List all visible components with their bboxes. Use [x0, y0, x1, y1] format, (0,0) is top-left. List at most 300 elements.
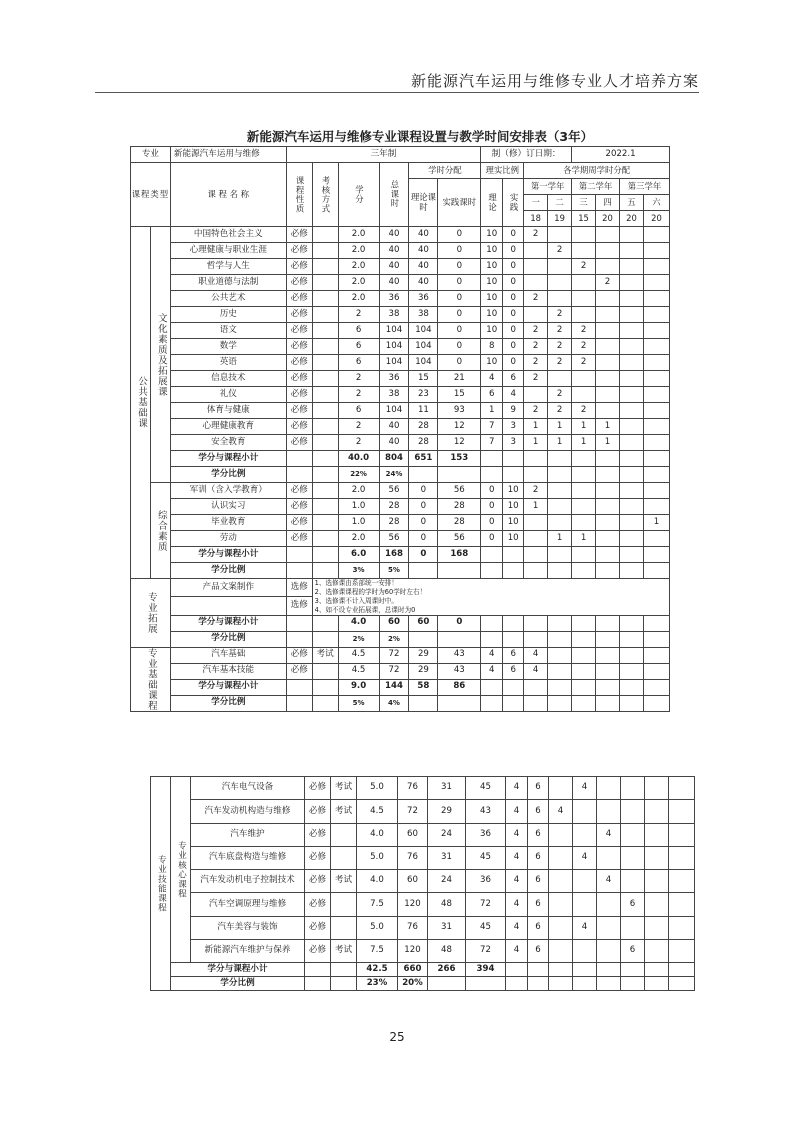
empty-cell: [572, 467, 596, 483]
course-t5: [645, 916, 669, 939]
subtotal-theory: [428, 977, 466, 991]
course-t1: 4: [524, 663, 548, 679]
course-rp: 0: [503, 323, 524, 339]
course-name: 英语: [170, 355, 286, 371]
subtotal-credit: 5%: [338, 695, 379, 711]
subtotal-theory: 0: [409, 547, 438, 563]
course-name: 毕业教育: [170, 515, 286, 531]
course-name: 汽车维护: [191, 823, 305, 846]
course-name: 汽车发动机电子控制技术: [191, 870, 305, 893]
course-t3: [572, 275, 596, 291]
duration: 三年制: [286, 147, 481, 163]
course-t4: [621, 823, 645, 846]
course-t2: [573, 823, 597, 846]
course-t4: [596, 323, 620, 339]
course-t5: [619, 387, 643, 403]
course-assess: [312, 275, 338, 291]
course-nature: 必修: [305, 870, 331, 893]
subtotal-theory: 651: [409, 451, 438, 467]
course-theory: 15: [409, 371, 438, 387]
header-theory: 理论: [481, 179, 503, 227]
header-practice-hours: 实践课时: [438, 179, 481, 227]
course-credit: 6: [338, 355, 379, 371]
course-t2: [548, 371, 572, 387]
course-name: 安全教育: [170, 435, 286, 451]
empty-cell: [524, 451, 548, 467]
course-practice: 0: [438, 275, 481, 291]
course-t3: [572, 387, 596, 403]
course-rp: 10: [503, 483, 524, 499]
empty-cell: [621, 977, 645, 991]
course-rt: 6: [481, 387, 503, 403]
course-practice: 36: [466, 870, 506, 893]
course-t1: 1: [524, 499, 548, 515]
table-row: [131, 579, 670, 597]
course-total: 104: [379, 355, 409, 371]
course-t1: [524, 243, 548, 259]
course-rp: 0: [503, 339, 524, 355]
empty-cell: [572, 451, 596, 467]
header-row-1: [131, 163, 670, 179]
empty-cell: [549, 963, 573, 977]
empty-cell: [524, 547, 548, 563]
course-nature: 必修: [286, 307, 312, 323]
course-theory: 40: [409, 243, 438, 259]
course-t1: [549, 846, 573, 869]
table-row: [131, 403, 670, 419]
subtotal-theory: 58: [409, 679, 438, 695]
table-row: [131, 227, 670, 243]
course-name: 汽车底盘构造与维修: [191, 846, 305, 869]
course-t4: 6: [621, 893, 645, 916]
course-t6: [643, 323, 669, 339]
course-name: 汽车电气设备: [191, 777, 305, 800]
subtotal-total: 24%: [379, 467, 409, 483]
table-row: [131, 371, 670, 387]
course-t6: [643, 355, 669, 371]
course-nature: 必修: [286, 355, 312, 371]
subtotal-practice: 0: [438, 615, 481, 631]
course-rt: 10: [481, 227, 503, 243]
empty-cell: [596, 451, 620, 467]
course-rt: 7: [481, 419, 503, 435]
course-practice: 28: [438, 499, 481, 515]
empty-cell: [528, 963, 549, 977]
course-rt: 4: [506, 916, 528, 939]
course-nature: 必修: [305, 823, 331, 846]
course-t4: [621, 846, 645, 869]
expand-note-line: 2、选修课课程的学时为60学时左右！: [314, 587, 427, 596]
empty-cell: [643, 451, 669, 467]
course-theory: 29: [409, 647, 438, 663]
course-rt: 0: [481, 515, 503, 531]
course-nature: 必修: [286, 339, 312, 355]
course-assess: [312, 403, 338, 419]
course-t4: [621, 870, 645, 893]
course-name: 产品文案制作: [170, 579, 286, 597]
expand-note-line: 4、如不设专业拓展课，总课时为0: [314, 605, 416, 614]
course-t3: [597, 893, 621, 916]
course-credit: 2.0: [338, 291, 379, 307]
empty-cell: [312, 679, 338, 695]
group-public-basic: 公共基础课: [131, 227, 151, 579]
empty-cell: [669, 977, 695, 991]
course-credit: 2.0: [338, 259, 379, 275]
subtotal-label: 学分与课程小计: [171, 963, 305, 977]
course-rt: 0: [481, 499, 503, 515]
expand-note-line: 1、选修课由系部统一安排！: [314, 579, 398, 587]
empty-cell: [481, 615, 503, 631]
course-t4: [596, 371, 620, 387]
course-practice: 56: [438, 531, 481, 547]
course-name: 礼仪: [170, 387, 286, 403]
group-prof-skill: 专业技能课程: [151, 777, 171, 991]
header-credit: 学分: [338, 163, 379, 227]
table-row: [131, 291, 670, 307]
header-theory-hours: 理论课时: [409, 179, 438, 227]
course-theory: 28: [409, 435, 438, 451]
course-total: 38: [379, 307, 409, 323]
header-hour-dist: 学时分配: [409, 163, 481, 179]
subtotal-practice: 153: [438, 451, 481, 467]
header-practice: 实践: [503, 179, 524, 227]
course-t4: 1: [596, 419, 620, 435]
course-total: 76: [398, 846, 428, 869]
empty-cell: [548, 467, 572, 483]
course-t6: [643, 419, 669, 435]
course-t6: [643, 435, 669, 451]
course-t3: [572, 647, 596, 663]
empty-cell: [503, 451, 524, 467]
course-name: 历史: [170, 307, 286, 323]
course-practice: 0: [438, 291, 481, 307]
course-t6: [643, 647, 669, 663]
course-practice: 56: [438, 483, 481, 499]
course-t6: [643, 531, 669, 547]
course-nature: 必修: [286, 435, 312, 451]
subtotal-theory: [409, 631, 438, 647]
course-t5: [619, 291, 643, 307]
empty-cell: [286, 679, 312, 695]
course-t2: [548, 483, 572, 499]
course-t3: 2: [572, 403, 596, 419]
course-total: 36: [379, 291, 409, 307]
course-practice: 36: [466, 823, 506, 846]
course-t2: [573, 870, 597, 893]
course-nature: 必修: [286, 663, 312, 679]
ratio-row: [131, 695, 670, 711]
course-t5: [619, 419, 643, 435]
course-theory: 40: [409, 227, 438, 243]
course-practice: 0: [438, 339, 481, 355]
course-practice: 93: [438, 403, 481, 419]
empty-cell: [524, 631, 548, 647]
course-credit: 2: [338, 435, 379, 451]
subtotal-row: [151, 963, 695, 977]
revision-label: 制（修）订日期：: [481, 147, 572, 163]
course-rt: 8: [481, 339, 503, 355]
course-name: 语文: [170, 323, 286, 339]
course-total: 120: [398, 940, 428, 963]
ratio-row: [151, 977, 695, 991]
course-total: 40: [379, 435, 409, 451]
course-credit: 5.0: [357, 916, 398, 939]
subtotal-credit: 6.0: [338, 547, 379, 563]
empty-cell: [597, 963, 621, 977]
course-t2: [573, 940, 597, 963]
empty-cell: [312, 631, 338, 647]
course-total: 40: [379, 227, 409, 243]
course-rt: 10: [481, 291, 503, 307]
table-row: [131, 663, 670, 679]
course-t3: 1: [572, 435, 596, 451]
course-t1: 2: [524, 403, 548, 419]
course-credit: 2.0: [338, 227, 379, 243]
course-t3: 2: [572, 339, 596, 355]
subtotal-row: [131, 451, 670, 467]
course-t6: [643, 483, 669, 499]
course-t3: [572, 371, 596, 387]
course-assess: [312, 243, 338, 259]
course-practice: 45: [466, 846, 506, 869]
course-t5: [619, 483, 643, 499]
subtotal-total: 2%: [379, 631, 409, 647]
course-t1: [549, 823, 573, 846]
subtotal-practice: 168: [438, 547, 481, 563]
course-t5: [645, 777, 669, 800]
course-rp: 6: [503, 371, 524, 387]
table-row: [131, 307, 670, 323]
course-t4: [596, 647, 620, 663]
course-theory: 29: [409, 663, 438, 679]
subtotal-practice: [438, 467, 481, 483]
course-rp: 9: [503, 403, 524, 419]
course-practice: 0: [438, 243, 481, 259]
empty-cell: [524, 563, 548, 579]
course-t2: 4: [573, 777, 597, 800]
header-assess: 考核方式: [312, 163, 338, 227]
course-nature: 必修: [286, 531, 312, 547]
course-total: 72: [379, 663, 409, 679]
course-rp: 6: [528, 823, 549, 846]
course-t2: [548, 515, 572, 531]
course-assess: [312, 339, 338, 355]
course-theory: 104: [409, 339, 438, 355]
empty-cell: [643, 547, 669, 563]
empty-cell: [503, 467, 524, 483]
empty-cell: [312, 615, 338, 631]
course-rt: 0: [481, 531, 503, 547]
course-t2: [548, 259, 572, 275]
table-row: [131, 355, 670, 371]
empty-cell: [524, 467, 548, 483]
course-rt: 10: [481, 275, 503, 291]
empty-cell: [643, 615, 669, 631]
course-rp: 3: [503, 419, 524, 435]
course-assess: [331, 916, 357, 939]
course-assess: [312, 483, 338, 499]
course-total: 36: [379, 371, 409, 387]
table-row: [131, 647, 670, 663]
course-t3: [572, 515, 596, 531]
course-credit: 5.0: [357, 846, 398, 869]
course-rt: 10: [481, 259, 503, 275]
course-name: [170, 597, 286, 615]
term-label: 二: [548, 195, 572, 211]
course-t2: 2: [548, 323, 572, 339]
course-nature: 必修: [305, 846, 331, 869]
empty-cell: [548, 547, 572, 563]
course-total: 76: [398, 777, 428, 800]
course-name: 劳动: [170, 531, 286, 547]
course-credit: 4.5: [338, 647, 379, 663]
subtotal-practice: [438, 631, 481, 647]
empty-cell: [503, 679, 524, 695]
subtotal-row: [131, 547, 670, 563]
course-practice: 0: [438, 259, 481, 275]
course-assess: [312, 323, 338, 339]
course-name: 中国特色社会主义: [170, 227, 286, 243]
table-row: [151, 800, 695, 823]
table-row: [151, 940, 695, 963]
course-t5: [619, 531, 643, 547]
table-row: [131, 515, 670, 531]
course-t6: [669, 800, 695, 823]
subtotal-theory: 60: [409, 615, 438, 631]
term-label: 五: [619, 195, 643, 211]
course-t3: 2: [572, 355, 596, 371]
subtotal-credit: 9.0: [338, 679, 379, 695]
course-t4: [596, 307, 620, 323]
header-year3: 第三学年: [619, 179, 669, 195]
empty-cell: [669, 963, 695, 977]
course-assess: [312, 307, 338, 323]
empty-cell: [524, 679, 548, 695]
subtotal-total: 660: [398, 963, 428, 977]
course-t4: [596, 663, 620, 679]
course-theory: 24: [428, 823, 466, 846]
subtotal-credit: 40.0: [338, 451, 379, 467]
empty-cell: [503, 695, 524, 711]
course-name: 汽车美容与装饰: [191, 916, 305, 939]
course-assess: [312, 435, 338, 451]
subtotal-total: 60: [379, 615, 409, 631]
course-t4: [596, 515, 620, 531]
empty-cell: [549, 977, 573, 991]
course-t3: [597, 916, 621, 939]
course-rp: 6: [503, 647, 524, 663]
course-t3: [597, 940, 621, 963]
course-name: 心理健康与职业生涯: [170, 243, 286, 259]
course-t5: [619, 663, 643, 679]
header-year1: 第一学年: [524, 179, 572, 195]
table-row: [131, 275, 670, 291]
course-practice: 43: [438, 663, 481, 679]
course-t1: [524, 259, 548, 275]
course-rt: 4: [481, 663, 503, 679]
course-t6: [643, 663, 669, 679]
course-t6: [669, 893, 695, 916]
course-practice: 15: [438, 387, 481, 403]
course-theory: 104: [409, 323, 438, 339]
core-course-table: [150, 776, 695, 991]
course-t2: 4: [573, 916, 597, 939]
empty-cell: [645, 977, 669, 991]
course-name: 认识实习: [170, 499, 286, 515]
course-nature: 必修: [305, 916, 331, 939]
upper-body: [131, 227, 670, 712]
course-rp: 6: [528, 940, 549, 963]
course-t2: [573, 800, 597, 823]
subtotal-credit: 23%: [357, 977, 398, 991]
course-name: 数学: [170, 339, 286, 355]
course-assess: 考试: [331, 777, 357, 800]
empty-cell: [548, 679, 572, 695]
empty-cell: [643, 563, 669, 579]
course-practice: 45: [466, 916, 506, 939]
course-t5: [645, 800, 669, 823]
empty-cell: [286, 695, 312, 711]
course-t1: 4: [524, 647, 548, 663]
course-nature: 必修: [286, 227, 312, 243]
course-t5: [619, 499, 643, 515]
group-comprehensive: 综合素质: [150, 483, 170, 579]
empty-cell: [286, 615, 312, 631]
expand-notes: [312, 579, 669, 616]
course-name: 信息技术: [170, 371, 286, 387]
course-practice: 43: [438, 647, 481, 663]
course-rp: 10: [503, 515, 524, 531]
course-credit: 7.5: [357, 940, 398, 963]
empty-cell: [503, 615, 524, 631]
course-t5: [619, 355, 643, 371]
empty-cell: [596, 563, 620, 579]
course-rp: 6: [528, 893, 549, 916]
course-practice: 12: [438, 435, 481, 451]
empty-cell: [548, 695, 572, 711]
course-practice: 0: [438, 307, 481, 323]
course-nature: 必修: [286, 515, 312, 531]
empty-cell: [596, 547, 620, 563]
course-t6: [669, 846, 695, 869]
table-row: [131, 387, 670, 403]
group-prof-core: 专业核心课程: [171, 777, 191, 963]
course-t3: 4: [597, 870, 621, 893]
course-theory: 31: [428, 777, 466, 800]
course-t6: [643, 307, 669, 323]
empty-cell: [331, 963, 357, 977]
course-t1: 1: [524, 435, 548, 451]
course-t1: 2: [524, 339, 548, 355]
table-row: [131, 499, 670, 515]
subtotal-total: 20%: [398, 977, 428, 991]
course-rt: 0: [481, 483, 503, 499]
course-credit: 4.0: [357, 823, 398, 846]
course-practice: 72: [466, 893, 506, 916]
empty-cell: [643, 467, 669, 483]
empty-cell: [596, 615, 620, 631]
course-assess: [312, 419, 338, 435]
course-theory: 36: [409, 291, 438, 307]
course-theory: 40: [409, 275, 438, 291]
header-course-type: 课程类型: [131, 163, 171, 227]
course-assess: [312, 355, 338, 371]
empty-cell: [619, 563, 643, 579]
course-practice: 45: [466, 777, 506, 800]
header-ratio: 理实比例: [481, 163, 524, 179]
course-rp: 6: [528, 777, 549, 800]
empty-cell: [572, 615, 596, 631]
